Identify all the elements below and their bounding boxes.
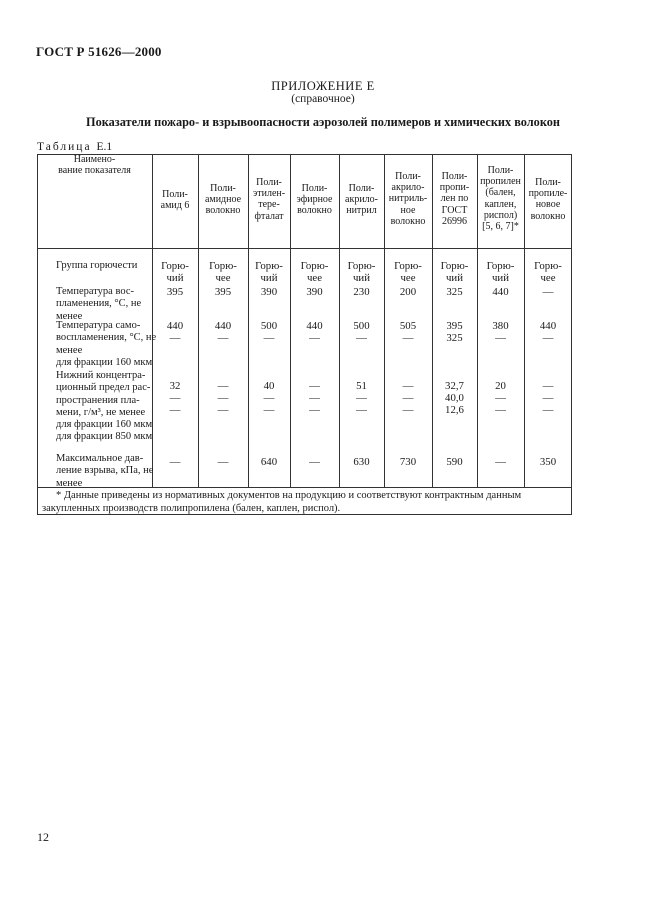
table-cell-value: Горю-: [486, 260, 515, 272]
column-header-line: Поли-: [487, 165, 514, 176]
column-header-line: Поли-: [162, 189, 188, 200]
table-cell-value: 390: [306, 286, 323, 298]
column-header-line: волокно: [390, 215, 426, 227]
row-label-line: пламенения, °С, не: [56, 298, 142, 310]
document-title: Показатели пожаро- и взрывоопасности аэрозолей полимеров и химических волокон: [86, 115, 560, 129]
table-cell-value: чее: [400, 272, 416, 284]
column-header: [198, 183, 248, 217]
footnote-text: * Данные приведены из нормативных документов на продукцию и соответствуют контрактным данным закупленных производств полипропилена (бален, каплен, риспол).: [42, 490, 522, 514]
table-cell-value: чий: [492, 272, 509, 284]
column-header-line: Поли-: [301, 183, 328, 194]
column-header-line: новое: [535, 199, 561, 211]
table-cell-value: —: [217, 404, 229, 416]
table-cell-value: —: [217, 456, 229, 468]
column-header-line: волокно: [530, 210, 566, 222]
column-header-line: нитриль-: [388, 193, 428, 205]
table-cell: [198, 456, 248, 468]
table-cell: [524, 260, 572, 284]
table-cell: [290, 260, 339, 284]
table-cell: [248, 380, 290, 416]
table-cell-value: 440: [306, 320, 323, 332]
column-header-line: Наимено-: [73, 154, 116, 165]
table-cell-value: 325: [446, 286, 463, 298]
table-cell: [290, 320, 339, 344]
table-cell-value: —: [542, 392, 554, 404]
table-cell: [477, 320, 524, 344]
table-cell-value: 730: [399, 456, 417, 468]
table-cell-value: —: [495, 332, 506, 344]
table-cell: [152, 380, 198, 416]
table-cell: [248, 320, 290, 344]
table-cell-value: Горю-: [347, 260, 376, 272]
table-cell-value: 390: [260, 286, 278, 298]
row-label-line: менее: [56, 344, 83, 356]
table-cell-value: 51: [356, 380, 367, 392]
table-cell-value: 40,0: [445, 392, 464, 404]
column-header-line: акрило-: [345, 194, 378, 206]
row-label-line: для фракции 160 мкм: [56, 419, 153, 431]
column-header: [152, 189, 198, 211]
column-header-line: нитрил: [346, 205, 377, 217]
column-header-line: пропилен: [480, 176, 521, 188]
table-cell-value: —: [217, 380, 229, 392]
row-label-line: Максимальное дав-: [56, 453, 144, 464]
table-cell-value: 590: [446, 456, 463, 468]
column-header-line: каплен,: [484, 198, 517, 210]
column-header-line: ное: [400, 204, 416, 216]
appendix-subtitle: (справочное): [291, 93, 355, 105]
table-cell: [524, 380, 572, 416]
table-cell-value: —: [263, 392, 275, 404]
row-label-line: Температура само-: [56, 320, 141, 331]
table-cell-value: чее: [540, 272, 556, 284]
table-cell: [384, 456, 432, 468]
table-cell: [339, 380, 384, 416]
table-cell-value: чее: [215, 272, 231, 284]
table-cell: [198, 320, 248, 344]
table-cell: [248, 286, 290, 298]
row-label-line: для фракции 160 мкм: [56, 356, 153, 368]
table-cell-value: 200: [399, 286, 417, 298]
table-cell-value: —: [263, 404, 275, 416]
row-label-line: для фракции 850 мкм: [56, 431, 153, 443]
table-cell: [477, 260, 524, 284]
table-cell: [152, 260, 198, 284]
column-header-line: пропиле-: [528, 188, 568, 200]
column-header: [248, 177, 290, 222]
column-header-line: фталат: [254, 210, 284, 222]
column-header: [384, 171, 432, 227]
table-cell-value: 440: [214, 320, 232, 332]
column-header-line: (бален,: [485, 187, 516, 199]
table-cell-value: чий: [446, 272, 463, 284]
table-cell-value: чий: [260, 272, 278, 284]
table-cell-value: 505: [399, 320, 417, 332]
column-header-line: вание показателя: [58, 165, 131, 177]
table-cell-value: 395: [446, 320, 463, 332]
table-cell-value: —: [542, 404, 554, 416]
column-header-line: Поли-: [441, 171, 468, 182]
table-cell-value: —: [542, 332, 554, 344]
table-cell-value: 640: [260, 456, 278, 468]
row-label-line: менее: [56, 310, 83, 322]
table-cell: [524, 320, 572, 344]
table-cell: [339, 456, 384, 468]
table-cell: [432, 260, 477, 284]
table-cell-value: Горю-: [394, 260, 422, 272]
table-cell-value: 440: [166, 320, 184, 332]
table-cell-value: —: [309, 380, 320, 392]
table-cell-value: 395: [214, 286, 232, 298]
row-label-line: ционный предел рас-: [56, 382, 151, 394]
table-cell-value: —: [495, 404, 506, 416]
column-header-line: этилен-: [252, 188, 286, 200]
column-header-line: риспол): [483, 209, 518, 221]
column-header: [37, 154, 152, 176]
column-header: [290, 183, 339, 217]
column-header-line: лен по: [440, 193, 469, 205]
table-cell-value: —: [495, 456, 506, 468]
table-cell-value: —: [402, 392, 414, 404]
table-label-number: Е.1: [96, 141, 113, 153]
table-cell-value: 20: [495, 380, 506, 392]
column-header: [477, 165, 524, 232]
table-cell: [152, 286, 198, 298]
column-header: [524, 177, 572, 222]
table-cell-value: 380: [492, 320, 509, 332]
row-label-line: Нижний концентра-: [56, 370, 146, 381]
table-label: [37, 141, 112, 153]
column-header-line: Поли-: [348, 183, 375, 194]
table-cell-value: 32: [169, 380, 181, 392]
table-cell: [290, 456, 339, 468]
table-cell: [198, 380, 248, 416]
table-cell-value: 12,6: [445, 404, 464, 416]
table-cell-value: 230: [353, 286, 370, 298]
column-header-line: Поли-: [535, 177, 561, 188]
table-cell-value: —: [169, 392, 181, 404]
table-cell-value: 440: [539, 320, 557, 332]
column-header-line: ГОСТ: [441, 204, 468, 216]
column-header-line: амид 6: [160, 200, 190, 212]
table-cell-value: Горю-: [534, 260, 562, 272]
row-label-line: Группа горючести: [56, 260, 138, 271]
table-cell: [339, 286, 384, 298]
table-cell-value: —: [169, 332, 181, 344]
table-cell-value: 350: [539, 456, 557, 468]
table-cell-value: 440: [492, 286, 509, 298]
column-header-line: волокно: [297, 205, 332, 217]
table-cell-value: Горю-: [255, 260, 283, 272]
column-header-line: эфирное: [296, 194, 333, 206]
table-cell-value: —: [356, 332, 367, 344]
table-cell: [384, 286, 432, 298]
table-cell-value: —: [263, 332, 275, 344]
table-cell-value: чий: [353, 272, 370, 284]
table-cell-value: 630: [353, 456, 370, 468]
table-cell-value: —: [356, 392, 367, 404]
table-cell-value: Горю-: [209, 260, 237, 272]
row-label-line: Температура вос-: [56, 286, 135, 297]
row-label-line: менее: [56, 477, 83, 489]
table-cell-value: чее: [306, 272, 322, 284]
column-header-line: тере-: [258, 199, 280, 211]
table-cell-value: —: [309, 332, 320, 344]
table-cell: [432, 456, 477, 468]
table-cell-value: 500: [353, 320, 370, 332]
row-label-line: мени, г/м³, не менее: [56, 406, 146, 418]
table-cell: [290, 286, 339, 298]
table-cell: [432, 380, 477, 416]
table-cell: [524, 456, 572, 468]
table-cell-value: 395: [166, 286, 184, 298]
table-cell-value: 325: [446, 332, 463, 344]
table-cell: [384, 260, 432, 284]
table-cell: [384, 380, 432, 416]
table-cell: [339, 260, 384, 284]
appendix-title: ПРИЛОЖЕНИЕ Е: [271, 79, 375, 93]
table-cell-value: —: [217, 392, 229, 404]
table-label-word: Таблица: [37, 141, 92, 153]
column-header-line: пропи-: [439, 182, 470, 194]
table-cell: [198, 260, 248, 284]
table-cell-value: —: [169, 456, 181, 468]
table-cell-value: чий: [166, 272, 184, 284]
row-label-line: ление взрыва, кПа, не: [56, 465, 154, 477]
column-header-line: [5, 6, 7]*: [482, 221, 519, 233]
table-cell-value: —: [542, 380, 554, 392]
column-header: [339, 183, 384, 217]
row-label-line: воспламенения, °С, не: [56, 332, 157, 344]
table-cell: [384, 320, 432, 344]
table-cell-value: —: [402, 380, 414, 392]
table-cell-value: Горю-: [300, 260, 329, 272]
column-header-line: Поли-: [256, 177, 282, 188]
table-cell: [432, 286, 477, 298]
table-cell-value: —: [542, 286, 554, 298]
table-cell-value: —: [356, 404, 367, 416]
table-cell: [152, 456, 198, 468]
column-header-line: Поли-: [210, 183, 236, 194]
column-header: [432, 171, 477, 227]
table-cell: [524, 286, 572, 298]
table-cell-value: —: [402, 404, 414, 416]
table-cell-value: 32,7: [445, 380, 464, 392]
column-header-line: Поли-: [395, 171, 421, 182]
table-cell-value: —: [309, 456, 320, 468]
table-cell: [290, 380, 339, 416]
table-cell-value: —: [169, 404, 181, 416]
column-header-line: 26996: [442, 215, 467, 227]
table-cell: [198, 286, 248, 298]
table-cell: [432, 320, 477, 344]
data-table: [37, 154, 572, 515]
page-number: 12: [37, 830, 49, 844]
table-cell-value: —: [309, 404, 320, 416]
table-cell-value: —: [217, 332, 229, 344]
table-cell: [477, 286, 524, 298]
table-cell: [248, 456, 290, 468]
table-cell-value: —: [402, 332, 414, 344]
table-cell-value: 40: [263, 380, 275, 392]
table-footnote: [42, 489, 568, 515]
column-header-line: акрило-: [391, 182, 425, 194]
table-cell: [477, 456, 524, 468]
column-header-line: волокно: [205, 205, 241, 217]
table-cell-value: Горю-: [440, 260, 469, 272]
table-cell: [152, 320, 198, 344]
standard-code: ГОСТ Р 51626—2000: [36, 44, 162, 59]
column-header-line: амидное: [204, 194, 242, 206]
table-cell-value: Горю-: [161, 260, 189, 272]
table-cell: [248, 260, 290, 284]
table-cell-value: —: [309, 392, 320, 404]
table-cell: [339, 320, 384, 344]
row-label-line: пространения пла-: [56, 394, 140, 406]
table-cell-value: —: [495, 392, 506, 404]
table-cell: [477, 380, 524, 416]
table-cell-value: 500: [260, 320, 278, 332]
